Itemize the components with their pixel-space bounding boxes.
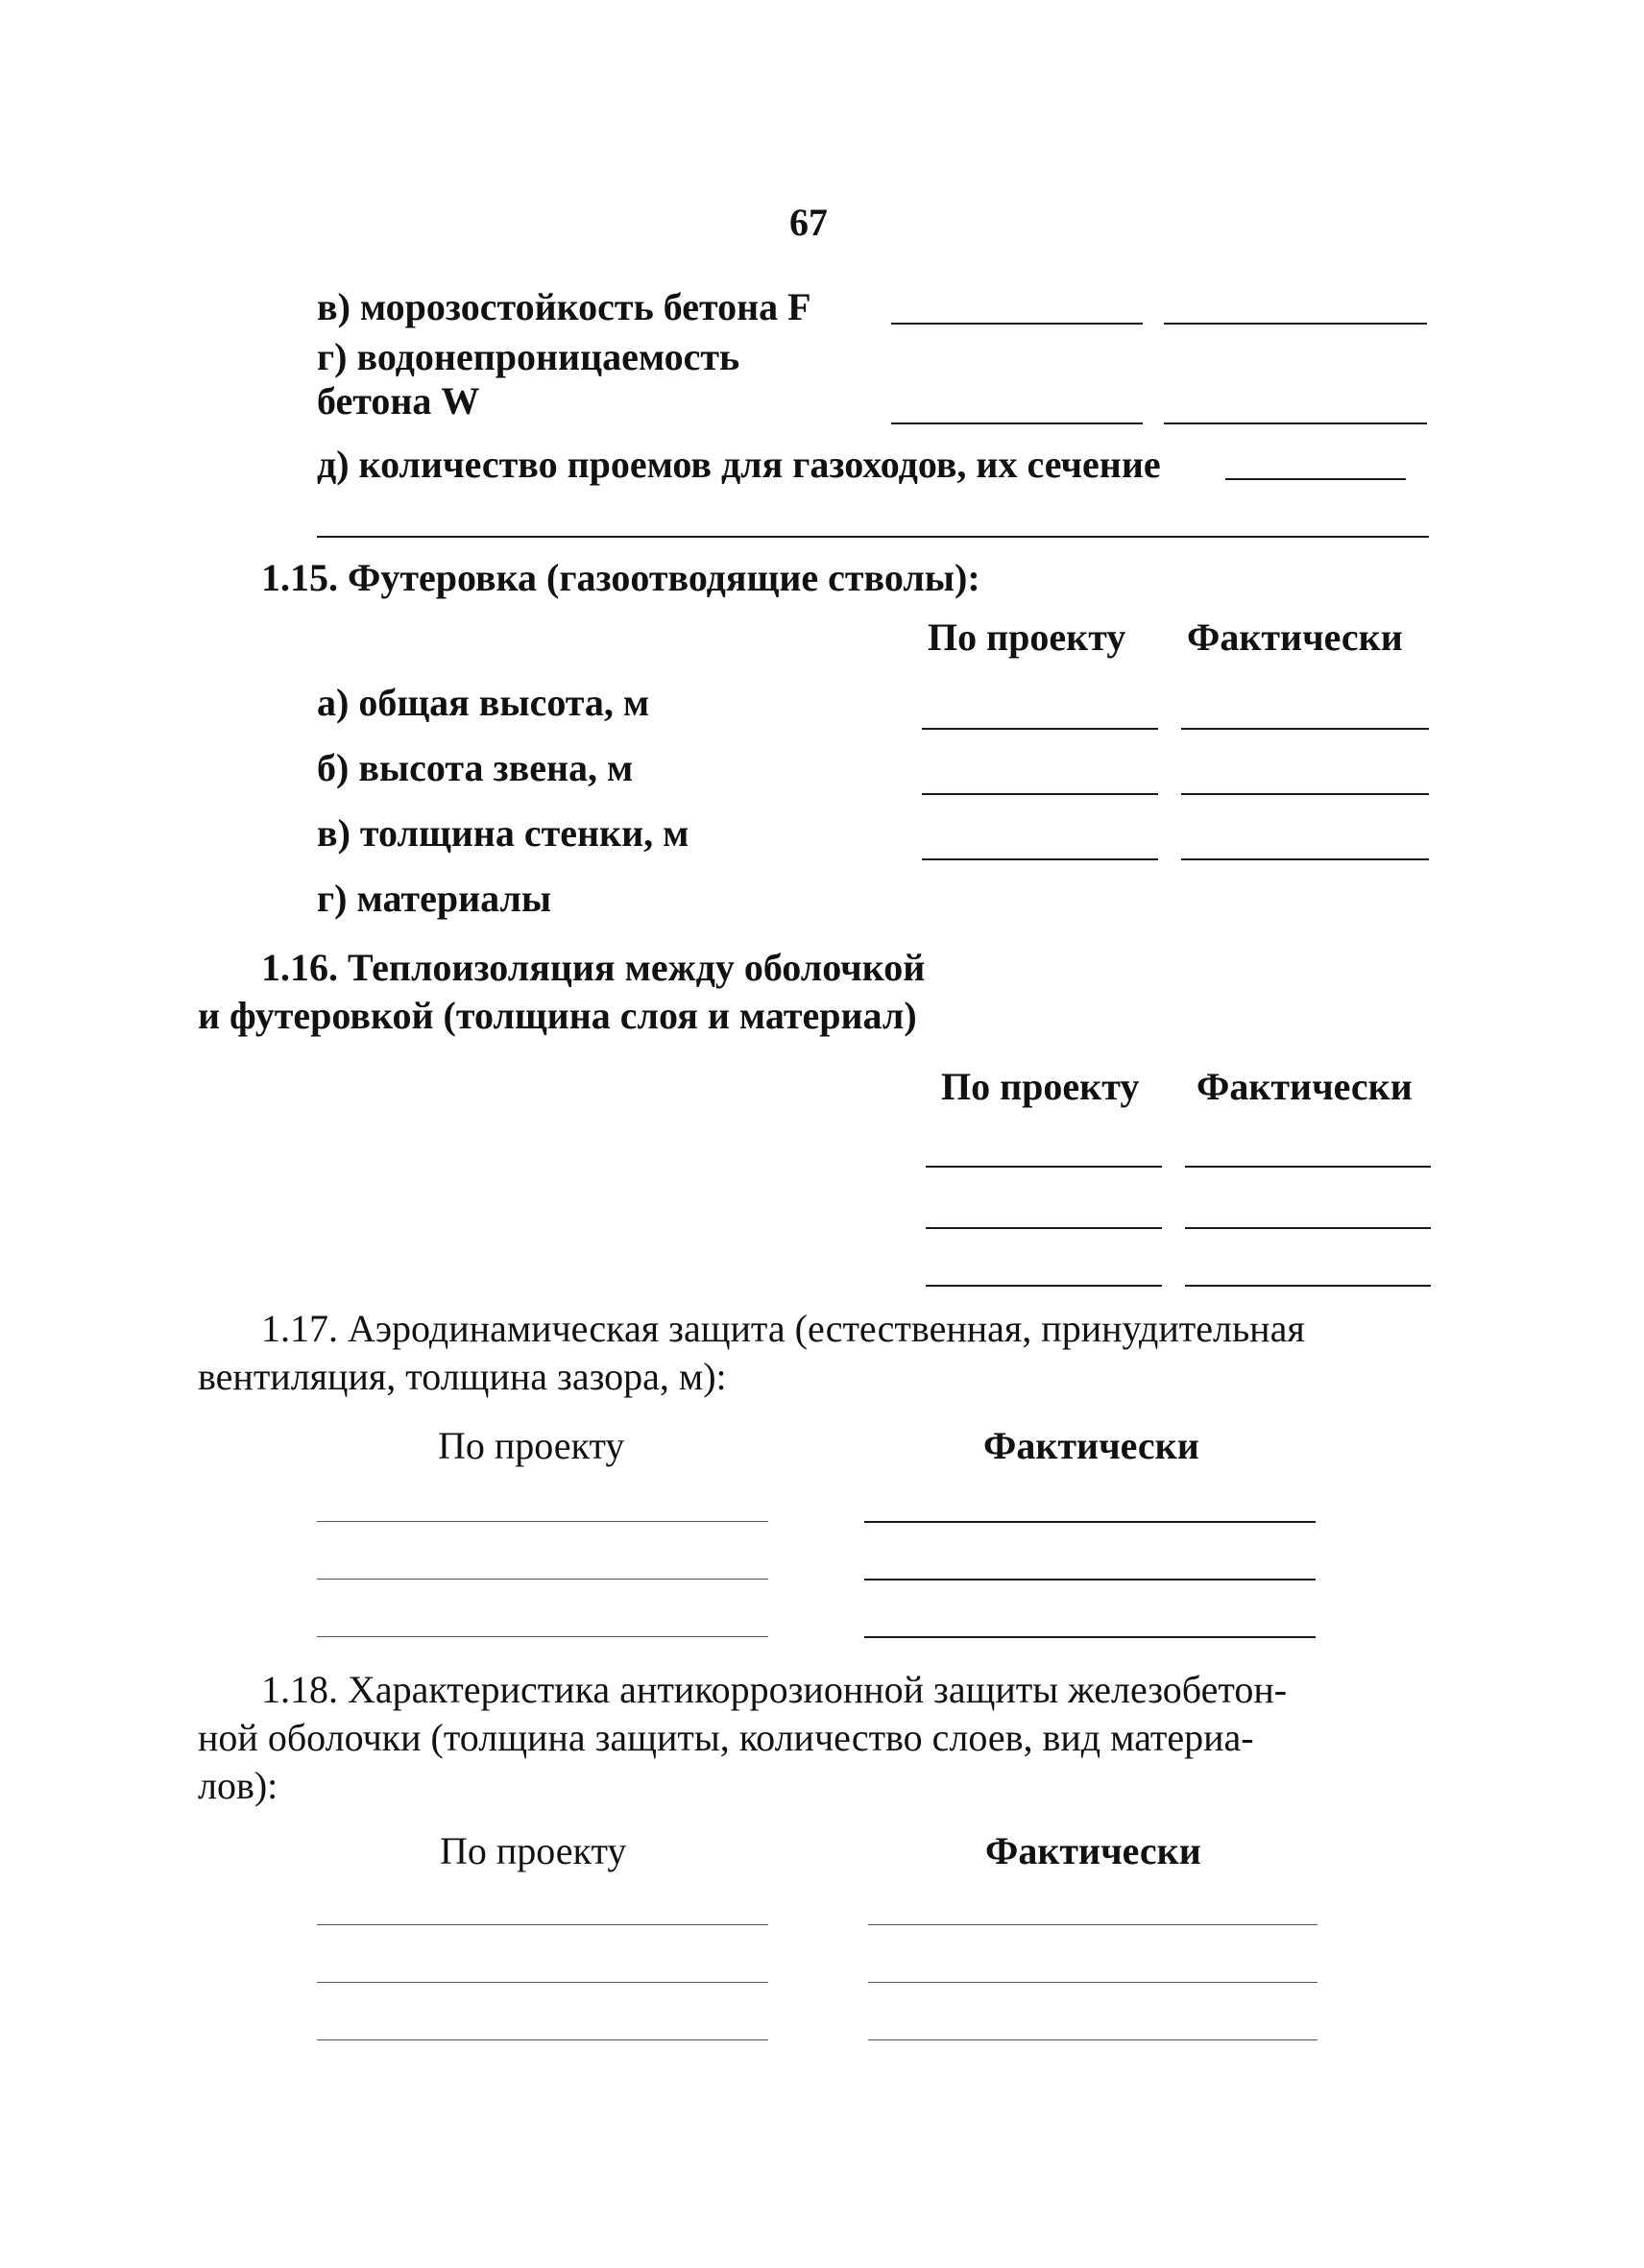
s117-row2-project-line	[317, 1579, 768, 1580]
s118-row3-actual-line	[868, 2039, 1318, 2040]
s115-item-b-actual-line	[1181, 793, 1429, 795]
item-v-project-line	[891, 323, 1143, 325]
s118-row1-actual-line	[868, 1924, 1318, 1925]
s117-heading-2: вентиляция, толщина зазора, м):	[198, 1355, 727, 1398]
item-g-project-line	[891, 422, 1143, 424]
s116-row3-actual-line	[1185, 1285, 1431, 1287]
s118-heading-1: 1.18. Характеристика антикоррозионной защиты железобетон-	[261, 1668, 1288, 1711]
s115-item-v-actual-line	[1181, 858, 1429, 860]
s116-row2-actual-line	[1185, 1227, 1431, 1229]
s118-row1-project-line	[317, 1924, 768, 1925]
item-d-continuation-line	[317, 536, 1429, 538]
s118-row2-project-line	[317, 1982, 768, 1983]
s115-item-g: г) материалы	[317, 877, 552, 920]
s118-heading-2: ной оболочки (толщина защиты, количество слоев, вид материа-	[198, 1716, 1254, 1759]
s116-col-project: По проекту	[941, 1065, 1140, 1108]
s115-item-a-project-line	[922, 728, 1158, 730]
s115-item-v-project-line	[922, 858, 1158, 860]
s118-row2-actual-line	[868, 1982, 1318, 1983]
item-g-actual-line	[1164, 422, 1427, 424]
s116-row1-project-line	[926, 1166, 1162, 1168]
s115-item-b-project-line	[922, 793, 1158, 795]
s116-col-actual: Фактически	[1197, 1065, 1413, 1108]
item-v-actual-line	[1164, 323, 1427, 325]
s116-row1-actual-line	[1185, 1166, 1431, 1168]
item-v-label: в) морозостойкость бетона F	[317, 285, 811, 328]
s116-heading-2: и футеровкой (толщина слоя и материал)	[198, 994, 917, 1037]
s118-col-actual: Фактически	[985, 1829, 1201, 1872]
s115-item-a-actual-line	[1181, 728, 1429, 730]
s115-col-actual: Фактически	[1187, 615, 1403, 659]
s118-heading-3: лов):	[198, 1764, 278, 1807]
s117-col-project: По проекту	[438, 1424, 625, 1467]
item-g-label-1: г) водонепроницаемость	[317, 335, 740, 378]
s116-row2-project-line	[926, 1227, 1162, 1229]
s116-row3-project-line	[926, 1285, 1162, 1287]
s115-item-b: б) высота звена, м	[317, 746, 634, 789]
item-d-label: д) количество проемов для газоходов, их сечение	[317, 443, 1161, 486]
item-g-label-2: бетона W	[317, 379, 480, 422]
s116-heading-1: 1.16. Теплоизоляция между оболочкой	[261, 946, 926, 989]
s117-row1-project-line	[317, 1521, 768, 1522]
s115-item-a: а) общая высота, м	[317, 681, 650, 724]
s117-row3-project-line	[317, 1636, 768, 1637]
s115-col-project: По проекту	[928, 615, 1126, 659]
page-number: 67	[789, 201, 828, 244]
s117-row3-actual-line	[864, 1636, 1316, 1638]
s118-col-project: По проекту	[440, 1829, 627, 1872]
s117-row1-actual-line	[864, 1521, 1316, 1523]
s115-heading: 1.15. Футеровка (газоотводящие стволы):	[261, 556, 980, 599]
s117-heading-1: 1.17. Аэродинамическая защита (естественная, принудительная	[261, 1307, 1305, 1350]
item-d-line	[1225, 478, 1406, 480]
s117-row2-actual-line	[864, 1579, 1316, 1580]
s117-col-actual: Фактически	[983, 1424, 1199, 1467]
s118-row3-project-line	[317, 2039, 768, 2040]
s115-item-v: в) толщина стенки, м	[317, 811, 689, 855]
